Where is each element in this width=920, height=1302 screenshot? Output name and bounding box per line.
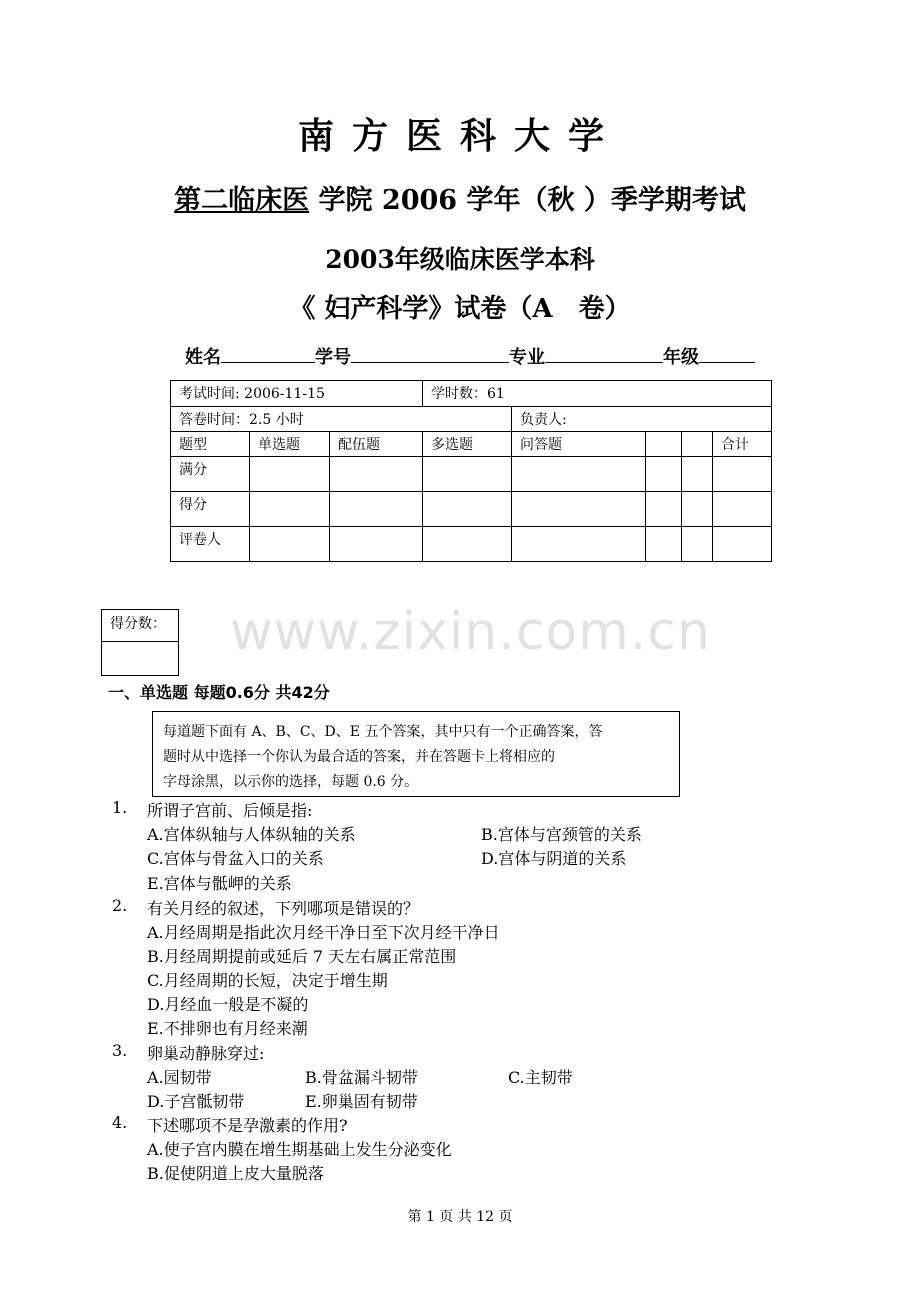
section-title: 一、单选题 每题0.6分 共42分 — [108, 683, 330, 702]
option: A.使子宫内膜在增生期基础上发生分泌变化 — [147, 1140, 452, 1159]
major-label: 专业 — [509, 347, 545, 368]
score-cell[interactable] — [423, 457, 512, 492]
grade-label: 年级 — [663, 347, 699, 368]
score-cell[interactable] — [512, 457, 646, 492]
instruction-line: 每道题下面有 A、B、C、D、E 五个答案，其中只有一个正确答案，答 — [163, 724, 603, 740]
name-label: 姓名 — [185, 347, 221, 368]
section-score-box — [101, 609, 179, 676]
option: B.骨盆漏斗韧带 — [305, 1068, 418, 1087]
row-label: 评卷人 — [171, 527, 250, 562]
header-cell: 单选题 — [250, 432, 330, 457]
instruction-line: 题时从中选择一个你认为最合适的答案，并在答题卡上将相应的 — [163, 749, 555, 765]
score-cell[interactable] — [646, 527, 682, 562]
score-cell[interactable] — [682, 492, 713, 527]
option: A.月经周期是指此次月经干净日至下次月经干净日 — [147, 923, 500, 942]
question-number: 4. — [112, 1113, 128, 1132]
major-blank[interactable] — [545, 344, 663, 363]
university-title: 南方医科大学 — [297, 115, 622, 157]
page-footer: 第 1 页 共 12 页 — [407, 1209, 513, 1225]
option: A.园韧带 — [147, 1068, 212, 1087]
college-name: 第二临床医 — [174, 185, 310, 216]
score-cell[interactable] — [713, 457, 772, 492]
question-number: 3. — [112, 1041, 128, 1060]
option: E.不排卵也有月经来潮 — [147, 1019, 308, 1038]
exam-session-text: 学院 2006 学年（秋 ）季学期考试 — [318, 185, 746, 216]
option: E.宫体与骶岬的关系 — [147, 874, 292, 893]
score-box-label: 得分数： — [102, 610, 178, 642]
score-table — [170, 380, 772, 562]
table-row — [171, 527, 772, 562]
question-stem: 所谓子宫前、后倾是指: — [147, 801, 313, 820]
score-cell[interactable] — [250, 492, 330, 527]
instruction-box — [152, 711, 680, 797]
option: D.月经血一般是不凝的 — [147, 995, 309, 1014]
question-stem: 卵巢动静脉穿过: — [147, 1044, 265, 1063]
option: B.月经周期提前或延后 7 天左右属正常范围 — [147, 947, 457, 966]
header-cell: 多选题 — [423, 432, 512, 457]
header-cell — [682, 432, 713, 457]
class-hours: 学时数：61 — [423, 381, 772, 407]
question-stem: 下述哪项不是孕激素的作用? — [147, 1116, 348, 1135]
student-id-label: 学号 — [315, 347, 351, 368]
option: B.促使阴道上皮大量脱落 — [147, 1164, 324, 1183]
responsible-person: 负责人: — [512, 407, 772, 432]
score-cell[interactable] — [646, 492, 682, 527]
score-cell[interactable] — [646, 457, 682, 492]
score-cell[interactable] — [330, 492, 423, 527]
score-box-field[interactable] — [102, 642, 178, 675]
question-stem: 有关月经的叙述，下列哪项是错误的？ — [147, 899, 420, 918]
option: C.月经周期的长短，决定于增生期 — [147, 971, 388, 990]
option: C.主韧带 — [508, 1068, 573, 1087]
option: D.子宫骶韧带 — [147, 1092, 245, 1111]
answer-duration: 答卷时间：2.5 小时 — [171, 407, 512, 432]
question-number: 1. — [112, 798, 128, 817]
option: E.卵巢固有韧带 — [305, 1092, 418, 1111]
score-cell[interactable] — [682, 527, 713, 562]
score-cell[interactable] — [713, 492, 772, 527]
option: B.宫体与宫颈管的关系 — [481, 825, 642, 844]
score-cell[interactable] — [713, 527, 772, 562]
instruction-line: 字母涂黑，以示你的选择，每题 0.6 分。 — [163, 774, 419, 790]
score-cell[interactable] — [330, 527, 423, 562]
header-cell: 配伍题 — [330, 432, 423, 457]
score-cell[interactable] — [423, 527, 512, 562]
header-cell — [646, 432, 682, 457]
score-cell[interactable] — [330, 457, 423, 492]
score-cell[interactable] — [512, 527, 646, 562]
grade-program: 2003年级临床医学本科 — [325, 245, 595, 274]
row-label: 满分 — [171, 457, 250, 492]
score-header-row — [171, 432, 772, 457]
student-info-line — [185, 343, 755, 369]
header-cell: 问答题 — [512, 432, 646, 457]
score-cell[interactable] — [250, 457, 330, 492]
exam-title: 《 妇产科学》试卷（A 卷） — [289, 294, 631, 324]
score-cell[interactable] — [250, 527, 330, 562]
header-cell: 题型 — [171, 432, 250, 457]
option: D.宫体与阴道的关系 — [481, 849, 627, 868]
table-row — [171, 457, 772, 492]
score-cell[interactable] — [512, 492, 646, 527]
watermark: www.zixin.com.cn — [230, 602, 711, 662]
header-cell: 合计 — [713, 432, 772, 457]
row-label: 得分 — [171, 492, 250, 527]
option: C.宫体与骨盆入口的关系 — [147, 849, 324, 868]
name-blank[interactable] — [221, 344, 315, 363]
score-cell[interactable] — [682, 457, 713, 492]
table-row — [171, 492, 772, 527]
question-number: 2. — [112, 896, 128, 915]
exam-session-line — [0, 178, 920, 217]
option: A.宫体纵轴与人体纵轴的关系 — [147, 825, 356, 844]
score-cell[interactable] — [423, 492, 512, 527]
exam-date: 考试时间: 2006-11-15 — [171, 381, 423, 407]
grade-blank[interactable] — [699, 344, 755, 363]
student-id-blank[interactable] — [351, 344, 509, 363]
